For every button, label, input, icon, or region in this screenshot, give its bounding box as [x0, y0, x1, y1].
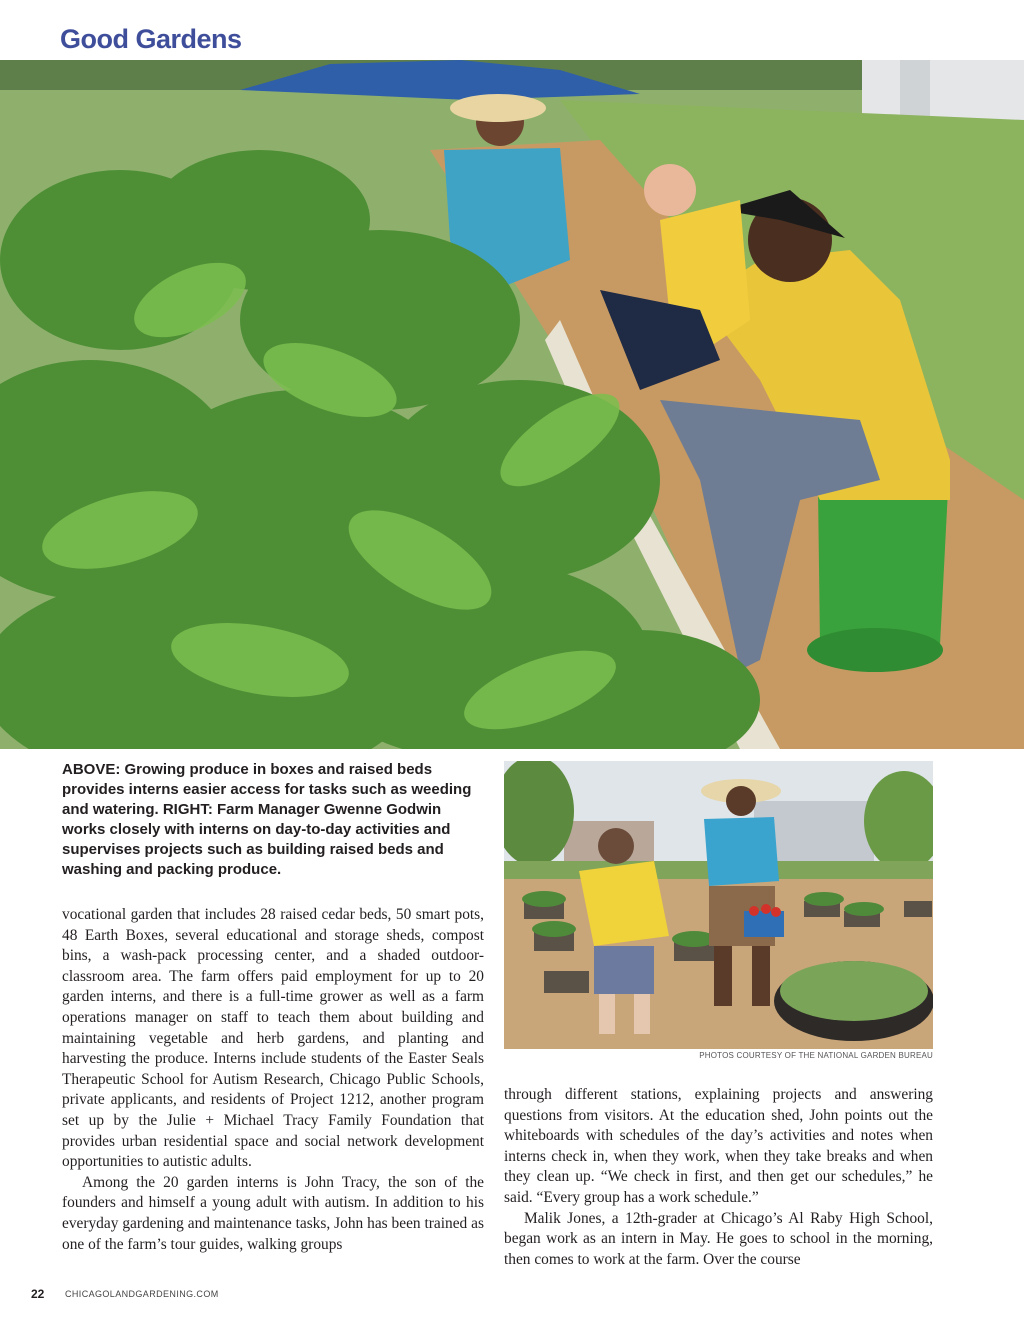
body-paragraph: vocational garden that includes 28 raised cedar beds, 50 smart pots, 48 Earth Boxes, several educational and storage sheds, compost bins, a wash-pack processing center, and a shaded outdoor-classroom area. The farm offers paid employment for up to 20 garden interns, and there is a full-time grower as well as a farm operations manager on staff to teach them about building and maintaining vegetable and herb gardens, and planting and harvesting the produce. Interns include students of the Easter Seals Therapeutic School for Autism Research, Chicago Public Schools, private applicants, and residents of Project 1212, another program set up by the Julie + Michael Tracy Family Foundation that provides urban residential space and social network development opportunities to autistic adults.: [62, 906, 484, 1171]
right-photo: [504, 761, 933, 1049]
photo-caption: ABOVE: Growing produce in boxes and raised beds provides interns easier access for tasks such as weeding and watering. RIGHT: Farm Manager Gwenne Godwin works closely with interns on day-to-day activities and supervises projects such as building raised beds and washing and packing produce.: [62, 761, 472, 878]
body-paragraph: Malik Jones, a 12th-grader at Chicago’s Al Raby High School, began work as an intern in May. He goes to school in the morning, then comes to work at the farm. Over the course: [504, 1209, 933, 1268]
hero-photo: [0, 60, 1024, 749]
body-paragraph: Among the 20 garden interns is John Tracy, the son of the founders and himself a young adult with autism. In addition to his everyday gardening and maintenance tasks, John has been trained as one of the farm’s tour guides, walking groups: [62, 1173, 484, 1253]
section-title: Good Gardens: [60, 24, 242, 54]
page-number: 22: [31, 1287, 45, 1301]
footer-website: CHICAGOLANDGARDENING.COM: [65, 1289, 219, 1299]
photo-credit: PHOTOS COURTESY OF THE NATIONAL GARDEN BUREAU: [699, 1051, 933, 1060]
body-column-left: [62, 905, 484, 1255]
body-paragraph: through different stations, explaining projects and answering questions from visitors. At the education shed, John points out the whiteboards with schedules of the day’s activities and notes when interns check in, when they work, when they take breaks and when they clean up. “We check in first, and then get our schedules,” he said. “Every group has a work schedule.”: [504, 1086, 933, 1206]
body-column-right: [504, 1085, 933, 1270]
